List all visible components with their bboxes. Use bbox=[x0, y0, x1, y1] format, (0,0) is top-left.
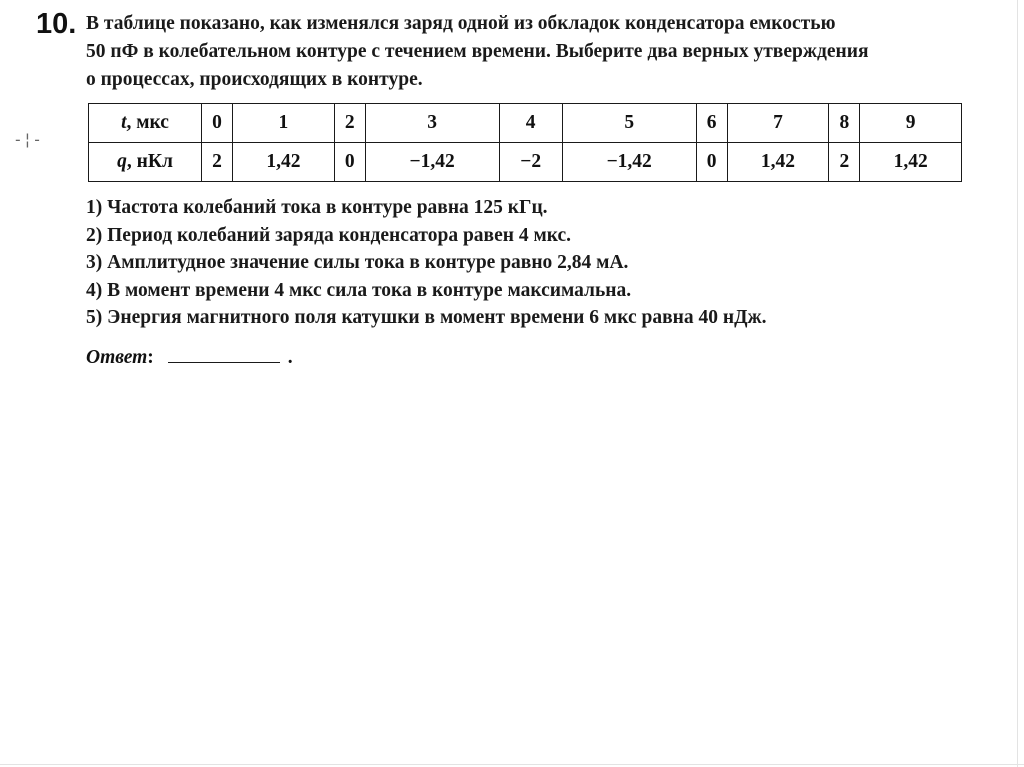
answer-period: . bbox=[287, 347, 293, 368]
table-cell: 8 bbox=[829, 104, 860, 143]
crop-mark: -¦- bbox=[13, 130, 42, 149]
table-header-charge bbox=[89, 143, 202, 182]
answer-blank[interactable] bbox=[168, 344, 280, 363]
option-3: 3) Амплитудное значение силы тока в контуре равно 2,84 мА. bbox=[86, 252, 629, 273]
option-4: 4) В момент времени 4 мкс сила тока в контуре максимальна. bbox=[86, 279, 632, 301]
option-1: 1) Частота колебаний тока в контуре равна 125 кГц. bbox=[86, 197, 548, 218]
charge-variable: q bbox=[117, 151, 127, 172]
table-cell: 1,42 bbox=[860, 143, 962, 182]
problem-line: о процессах, происходящих в контуре. bbox=[86, 69, 423, 90]
table-cell: 6 bbox=[696, 104, 727, 143]
option-2: 2) Период колебаний заряда конденсатора равен 4 мкс. bbox=[86, 224, 572, 246]
table-cell: 3 bbox=[365, 104, 499, 143]
answer-line bbox=[86, 344, 293, 369]
problem-line: В таблице показано, как изменялся заряд одной из обкладок конденсатора емкостью bbox=[86, 13, 836, 34]
table-row-time bbox=[89, 104, 962, 143]
page-edge-right bbox=[1017, 0, 1018, 767]
table-cell: 0 bbox=[202, 104, 233, 143]
charge-unit: , нКл bbox=[126, 151, 173, 172]
table-header-time bbox=[89, 104, 202, 143]
option-5: 5) Энергия магнитного поля катушки в момент времени 6 мкс равна 40 нДж. bbox=[86, 307, 767, 328]
time-variable: t bbox=[121, 112, 127, 133]
answer-options bbox=[86, 194, 966, 332]
table-cell: 1,42 bbox=[727, 143, 829, 182]
table-cell: 2 bbox=[334, 104, 365, 143]
table-cell: 2 bbox=[829, 143, 860, 182]
table-cell: 1 bbox=[233, 104, 335, 143]
time-unit: , мкс bbox=[126, 112, 169, 133]
problem-statement bbox=[86, 10, 966, 94]
table-cell: 2 bbox=[202, 143, 233, 182]
table-cell: −1,42 bbox=[562, 143, 696, 182]
table-cell: 9 bbox=[860, 104, 962, 143]
answer-colon: : bbox=[147, 347, 154, 368]
answer-label: Ответ bbox=[86, 347, 148, 368]
problem-line: 50 пФ в колебательном контуре с течением времени. Выберите два верных утверждения bbox=[86, 41, 869, 62]
table-cell: 0 bbox=[334, 143, 365, 182]
table-cell: 5 bbox=[562, 104, 696, 143]
table-cell: 4 bbox=[499, 104, 562, 143]
table-cell: 7 bbox=[727, 104, 829, 143]
table-cell: 0 bbox=[696, 143, 727, 182]
table-row-charge bbox=[89, 143, 962, 182]
charge-table bbox=[88, 103, 962, 182]
problem-number: 10. bbox=[36, 8, 77, 40]
table-cell: 1,42 bbox=[233, 143, 335, 182]
table-cell: −2 bbox=[499, 143, 562, 182]
page-edge-bottom bbox=[0, 764, 1024, 765]
table-cell: −1,42 bbox=[365, 143, 499, 182]
